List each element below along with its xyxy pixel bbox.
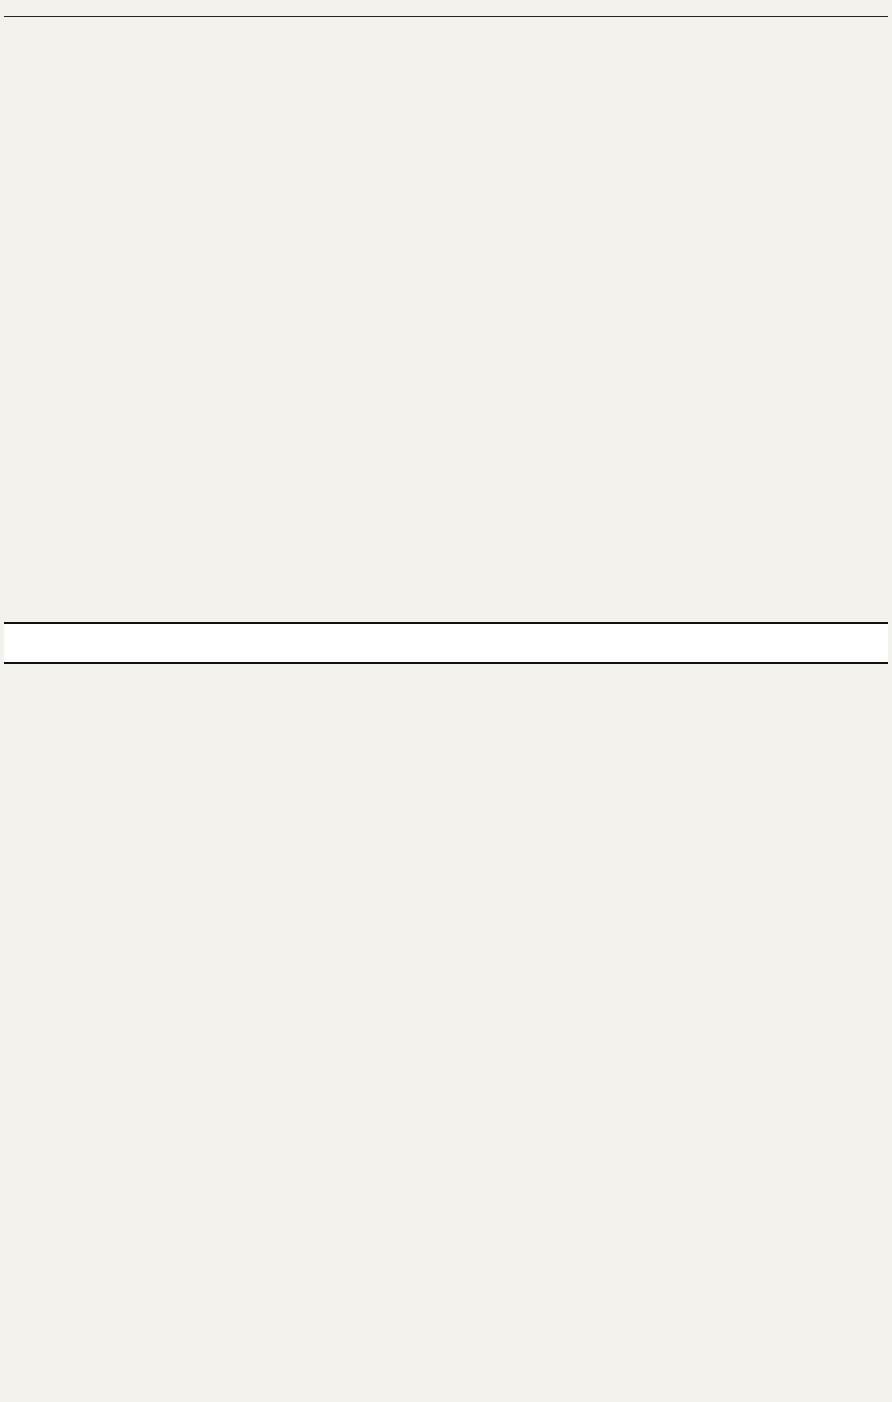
page-header [4,2,888,17]
home-service-guide-banner [4,622,888,664]
service-guide-section [4,664,888,1398]
help-wanted-section [4,18,888,618]
